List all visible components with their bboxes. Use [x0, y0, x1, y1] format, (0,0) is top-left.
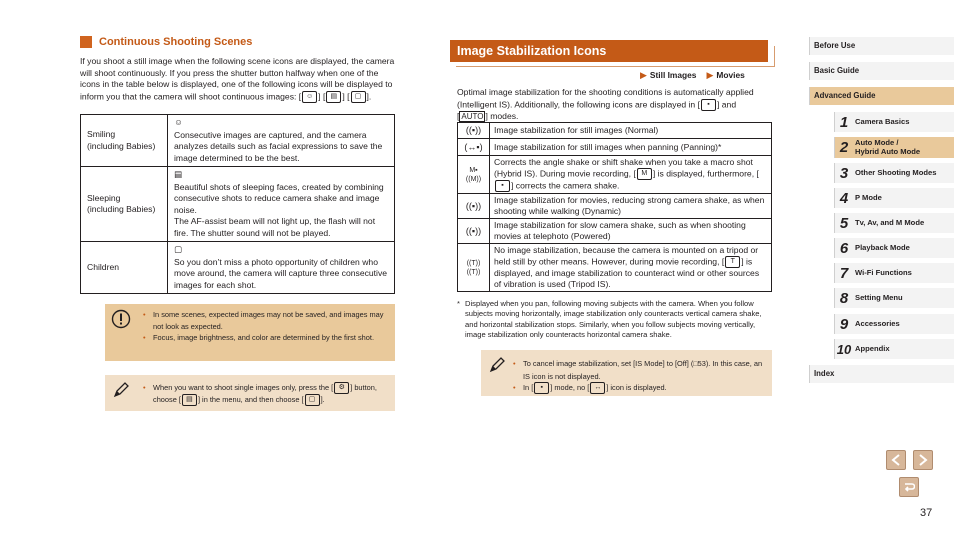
page-title: Image Stabilization Icons [450, 40, 768, 62]
footnote-mark: * [457, 299, 460, 308]
chapter-1[interactable] [834, 112, 954, 132]
table-row [81, 242, 395, 294]
next-page-button[interactable] [913, 450, 933, 470]
chapter-label: Camera Basics [855, 116, 910, 126]
chapter-label: Appendix [855, 343, 890, 353]
is-powered-icon: ((▪)) [458, 219, 490, 244]
pencil-icon [487, 355, 507, 375]
is-tip-list [513, 358, 763, 394]
is-normal-icon: ((▪)) [458, 123, 490, 139]
chapter-6[interactable] [834, 238, 954, 258]
caution-icon [111, 309, 131, 329]
return-icon [903, 481, 915, 493]
chapter-label: Wi-Fi Functions [855, 267, 912, 277]
list-item: • In [ ▪ ] mode, no [ ↔ ] icon is displayed. [513, 382, 763, 394]
chapter-7[interactable] [834, 263, 954, 283]
is-intro: Optimal image stabilization for the shooting conditions is automatically applied (Intelligent IS). Additionally, the following icons are displayed in [ ▪ ] and [ AUTO ] modes. [457, 87, 754, 121]
tip-box [105, 375, 395, 411]
table-row [81, 167, 395, 242]
list-item: • To cancel image stabilization, set [IS Mode] to [Off] (□53). In this case, an IS icon is not displayed. [513, 358, 763, 382]
chapter-number: 6 [839, 239, 849, 257]
is-description: Image stabilization for still images when panning (Panning)* [490, 139, 772, 156]
caution-list [143, 309, 391, 344]
nav-basic-guide[interactable]: Basic Guide [809, 62, 954, 80]
panning-is-icon: ↔ [590, 382, 605, 394]
chapter-label: Setting Menu [855, 292, 903, 302]
chapter-number: 2 [839, 139, 849, 156]
movies-mode: ▶ Movies [706, 70, 745, 80]
hybrid-auto-icon: ▪ [701, 99, 716, 111]
chapter-number: 3 [839, 164, 849, 182]
chapter-9[interactable] [834, 314, 954, 334]
tripod-is-icon: T [725, 256, 740, 268]
chapter-label: Tv, Av, and M Mode [855, 217, 925, 227]
chapter-label: Playback Mode [855, 242, 910, 252]
chapter-3[interactable] [834, 163, 954, 183]
page-number: 37 [920, 507, 933, 519]
chapter-5[interactable] [834, 213, 954, 233]
scene-label: Children [81, 242, 168, 294]
table-row [458, 194, 772, 219]
scene-description: ▤ Beautiful shots of sleeping faces, created by combining consecutive shots to reduce camera shake and image noise. The AF-assist beam will not light up, the flash will not fire. The shutter sound will not be played. [168, 167, 395, 242]
table-row [458, 123, 772, 139]
list-item: • Focus, image brightness, and color are determined by the first shot. [143, 332, 391, 344]
chapter-8[interactable] [834, 288, 954, 308]
section-marker [80, 36, 92, 48]
table-row [458, 156, 772, 194]
book-ref-icon: □ [693, 361, 698, 368]
nav-advanced-guide[interactable]: Advanced Guide [809, 87, 954, 105]
table-row [458, 139, 772, 156]
auto-mode-icon: AUTO [461, 111, 484, 121]
children-scene-icon: ▢ [351, 91, 366, 103]
chapter-number: 10 [836, 341, 852, 357]
scene-description: ▢ So you don’t miss a photo opportunity of children who move around, the camera will capture three consecutive images for each shot. [168, 242, 395, 294]
still-images-mode: ▶ Still Images [640, 70, 697, 80]
intro-text: If you shoot a still image when the following scene icons are displayed, the camera will shoot continuously. If you press the shutter button halfway when one of the icons in the table below is displayed, one of the following icons will be displayed to inform you that the camera will shoot continuous images: [ [80, 56, 395, 101]
chapter-4[interactable] [834, 188, 954, 208]
arrow-left-icon [890, 454, 902, 466]
chapter-2[interactable] [834, 137, 954, 158]
tip-list [143, 382, 391, 406]
list-item: • When you want to shoot single images only, press the [ ⚙ ] button, choose [ ▤ ] in the menu, and then choose [ ▢ ]. [143, 382, 391, 406]
scene-label: Smiling (including Babies) [81, 115, 168, 167]
sleep-scene-icon: ▤ [326, 91, 341, 103]
single-shot-icon: ▢ [305, 394, 320, 406]
arrow-right-icon: ▶ [640, 70, 647, 80]
page-ref-link[interactable]: 53 [697, 359, 706, 368]
is-description: Image stabilization for movies, reducing strong camera shake, as when shooting while walking (Dynamic) [490, 194, 772, 219]
sleep-icon: ▤ [174, 169, 183, 179]
chapter-number: 1 [839, 113, 849, 131]
smile-scene-icon: ☺ [302, 91, 317, 103]
section-heading [80, 36, 252, 48]
chapter-label: P Mode [855, 192, 882, 202]
scene-label: Sleeping (including Babies) [81, 167, 168, 242]
table-row [81, 115, 395, 167]
chapter-label: Auto Mode / Hybrid Auto Mode [855, 138, 921, 156]
chapter-number: 5 [839, 214, 849, 232]
is-tip-box [481, 350, 772, 396]
intro-paragraph: If you shoot a still image when the following scene icons are displayed, the camera will shoot continuously. If you press the shutter button halfway when one of the icons in the table below is displayed, one of the following icons will be displayed to inform you that the camera will shoot continuous images: [ ☺ ] [ ▤ ] [ ▢ ]. [80, 56, 395, 101]
chapter-number: 9 [839, 315, 849, 333]
hybrid-is-icon: M [637, 168, 652, 180]
chapter-number: 4 [839, 189, 849, 207]
is-description: Corrects the angle shake or shift shake when you take a macro shot (Hybrid IS). During movie recording, [ M ] is displayed, furthermore, [▪ ] corrects the camera shake. [490, 156, 772, 194]
caution-box [105, 304, 395, 361]
chapter-number: 7 [839, 264, 849, 282]
is-icon-table [457, 122, 772, 292]
smile-icon: ☺ [174, 117, 183, 127]
mode-indicators [640, 70, 745, 81]
hybrid-auto-icon: ▪ [534, 382, 549, 394]
dynamic-is-icon: ▪ [495, 180, 510, 192]
table-row [458, 219, 772, 244]
list-item: • In some scenes, expected images may not be saved, and images may not look as expected. [143, 309, 391, 332]
arrow-right-icon: ▶ [706, 70, 714, 80]
footnote-text: Displayed when you pan, following moving subjects with the camera. When you follow subjects moving horizontally, image stabilization only counteracts vertical camera shake, and horizontal stabilization stops. Similarly, when you follow subjects moving vertically, image stabilization only counteracts horizontal camera shake. [465, 299, 762, 339]
func-button-icon: ⚙ [334, 382, 349, 394]
scene-table [80, 114, 395, 294]
chapter-label: Other Shooting Modes [855, 167, 937, 177]
is-macro-icon: M▪ ((M)) [458, 156, 490, 194]
scene-description: ☺ Consecutive images are captured, and the camera analyzes details such as facial expressions to save the image determined to be the best. [168, 115, 395, 167]
section-title: Continuous Shooting Scenes [99, 36, 253, 48]
is-description: No image stabilization, because the camera is mounted on a tripod or held still by other means. However, during movie recording, [ T ] is displayed, and image stabilization to counteract wind or other sources of vibration is used (Tripod IS). [490, 244, 772, 292]
table-row [458, 244, 772, 292]
is-dynamic-icon: ((▪)) [458, 194, 490, 219]
drive-mode-icon: ▤ [182, 394, 197, 406]
is-tripod-icon: ((T)) ((T)) [458, 244, 490, 292]
nav-index[interactable]: Index [809, 365, 954, 383]
is-description: Image stabilization for slow camera shake, such as when shooting movies at telephoto (Powered) [490, 219, 772, 244]
pencil-icon [111, 380, 131, 400]
is-panning-icon: (↔▪) [458, 139, 490, 156]
chapter-number: 8 [839, 289, 849, 307]
chapter-label: Accessories [855, 318, 900, 328]
return-button[interactable] [899, 477, 919, 497]
prev-page-button[interactable] [886, 450, 906, 470]
arrow-right-icon [917, 454, 929, 466]
children-icon: ▢ [174, 244, 183, 254]
chapter-10[interactable] [834, 339, 954, 359]
nav-before-use[interactable]: Before Use [809, 37, 954, 55]
is-description: Image stabilization for still images (Normal) [490, 123, 772, 139]
